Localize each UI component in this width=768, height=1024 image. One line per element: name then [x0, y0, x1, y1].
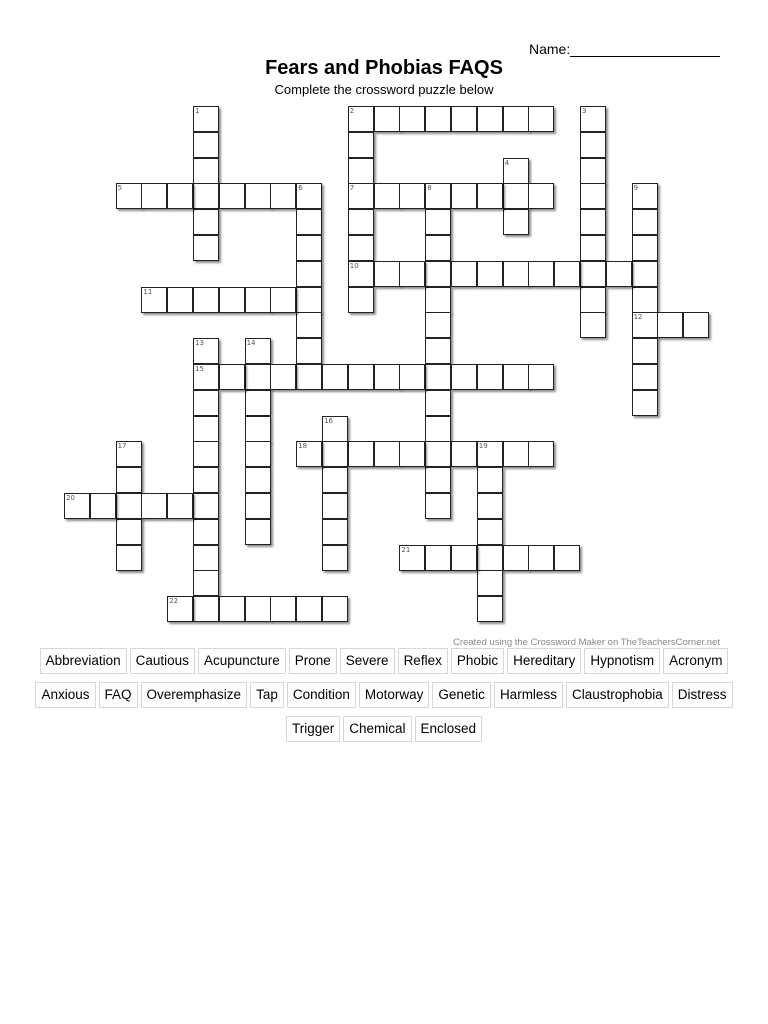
word-bank	[40, 648, 728, 750]
clue-number: 8	[427, 184, 432, 193]
crossword-cell[interactable]	[116, 519, 142, 545]
crossword-cell[interactable]	[322, 545, 348, 571]
crossword-cell[interactable]	[245, 441, 271, 467]
word-bank-item: Tap	[250, 682, 284, 708]
crossword-cell[interactable]	[245, 416, 271, 442]
crossword-cell[interactable]	[374, 364, 400, 390]
clue-number: 11	[143, 287, 153, 296]
clue-number: 14	[246, 339, 256, 348]
crossword-cell[interactable]	[270, 364, 296, 390]
crossword-cell[interactable]	[296, 287, 322, 313]
crossword-cell[interactable]	[193, 545, 219, 571]
crossword-cell[interactable]	[503, 364, 529, 390]
crossword-cell[interactable]	[451, 183, 477, 209]
crossword-cell[interactable]	[348, 441, 374, 467]
crossword-cell[interactable]	[477, 106, 503, 132]
word-bank-row-2	[40, 682, 728, 708]
clue-number: 16	[324, 416, 333, 425]
crossword-cell[interactable]	[116, 545, 142, 571]
page-subtitle: Complete the crossword puzzle below	[274, 82, 494, 97]
clue-number: 3	[582, 107, 587, 115]
crossword-cell[interactable]	[657, 312, 683, 338]
crossword-cell[interactable]	[296, 235, 322, 261]
word-bank-item: Enclosed	[415, 716, 483, 742]
crossword-cell[interactable]	[503, 209, 529, 235]
crossword-cell[interactable]	[193, 183, 219, 209]
word-bank-row-1	[40, 648, 728, 674]
crossword-cell[interactable]	[193, 493, 219, 519]
word-bank-item: Overemphasize	[141, 682, 248, 708]
crossword-cell[interactable]	[528, 441, 554, 467]
word-bank-item: Abbreviation	[40, 648, 127, 674]
crossword-cell[interactable]	[245, 493, 271, 519]
crossword-cell[interactable]	[322, 493, 348, 519]
crossword-cell[interactable]	[503, 441, 529, 467]
crossword-cell[interactable]	[322, 364, 348, 390]
crossword-cell[interactable]	[219, 287, 245, 313]
crossword-cell[interactable]	[528, 364, 554, 390]
crossword-cell[interactable]	[477, 261, 503, 287]
word-bank-item: FAQ	[99, 682, 138, 708]
crossword-cell[interactable]	[477, 545, 503, 571]
crossword-cell[interactable]	[425, 364, 451, 390]
crossword-cell[interactable]	[477, 183, 503, 209]
crossword-cell[interactable]	[245, 183, 271, 209]
crossword-cell[interactable]	[503, 545, 529, 571]
crossword-cell[interactable]	[219, 596, 245, 622]
word-bank-item: Acronym	[663, 648, 728, 674]
clue-number: 15	[195, 365, 204, 373]
crossword-cell[interactable]	[348, 209, 374, 235]
crossword-cell[interactable]	[425, 287, 451, 313]
word-bank-item: Harmless	[494, 682, 563, 708]
crossword-cell[interactable]	[606, 261, 632, 287]
crossword-cell[interactable]	[425, 416, 451, 442]
crossword-cell[interactable]	[477, 519, 503, 545]
crossword-cell[interactable]	[296, 364, 322, 390]
crossword-cell[interactable]	[193, 209, 219, 235]
crossword-cell[interactable]	[554, 261, 580, 287]
crossword-cell[interactable]	[270, 183, 296, 209]
word-bank-item: Anxious	[35, 682, 95, 708]
crossword-cell[interactable]	[141, 493, 167, 519]
crossword-cell[interactable]	[451, 545, 477, 571]
clue-number: 1	[195, 107, 200, 115]
clue-number: 20	[66, 494, 75, 502]
crossword-cell[interactable]	[296, 312, 322, 338]
word-bank-item: Phobic	[451, 648, 504, 674]
crossword-cell[interactable]	[580, 261, 606, 287]
crossword-cell[interactable]	[632, 338, 658, 364]
crossword-cell[interactable]	[167, 493, 193, 519]
crossword-cell[interactable]	[90, 493, 116, 519]
clue-number: 12	[633, 313, 643, 322]
crossword-cell[interactable]	[632, 390, 658, 416]
crossword-cell[interactable]	[167, 183, 193, 209]
crossword-cell[interactable]	[477, 364, 503, 390]
crossword-cell[interactable]	[141, 183, 167, 209]
crossword-cell[interactable]	[296, 261, 322, 287]
crossword-cell[interactable]	[193, 596, 219, 622]
crossword-cell[interactable]	[580, 235, 606, 261]
crossword-cell[interactable]	[451, 364, 477, 390]
crossword-cell[interactable]	[374, 261, 400, 287]
clue-number: 4	[504, 158, 510, 167]
crossword-cell[interactable]	[451, 261, 477, 287]
crossword-cell[interactable]	[193, 570, 219, 596]
clue-number: 19	[478, 442, 488, 451]
crossword-cell[interactable]	[580, 132, 606, 158]
clue-number: 7	[349, 184, 355, 193]
crossword-cell[interactable]	[580, 158, 606, 184]
crossword-cell[interactable]	[193, 158, 219, 184]
name-label: Name:	[529, 41, 571, 57]
word-bank-item: Acupuncture	[198, 648, 286, 674]
crossword-cell[interactable]	[245, 287, 271, 313]
crossword-cell[interactable]	[580, 287, 606, 313]
crossword-cell[interactable]	[632, 209, 658, 235]
crossword-cell[interactable]	[399, 364, 425, 390]
crossword-cell[interactable]	[296, 209, 322, 235]
crossword-cell[interactable]	[348, 235, 374, 261]
crossword-cell[interactable]	[193, 235, 219, 261]
crossword-cell[interactable]	[503, 106, 529, 132]
crossword-cell[interactable]	[503, 183, 529, 209]
crossword-cell[interactable]	[348, 158, 374, 184]
crossword-cell[interactable]	[245, 467, 271, 493]
crossword-cell[interactable]	[322, 596, 348, 622]
crossword-cell[interactable]	[477, 467, 503, 493]
crossword-cell[interactable]	[374, 106, 400, 132]
word-bank-item: Cautious	[130, 648, 195, 674]
word-bank-row-3	[40, 716, 728, 742]
crossword-cell[interactable]	[399, 261, 425, 287]
word-bank-item: Chemical	[343, 716, 411, 742]
crossword-cell[interactable]	[477, 570, 503, 596]
crossword-cell[interactable]	[296, 596, 322, 622]
crossword-cell[interactable]	[245, 390, 271, 416]
crossword-cell[interactable]	[193, 132, 219, 158]
crossword-cell[interactable]	[683, 312, 709, 338]
word-bank-item: Prone	[289, 648, 337, 674]
credit-text: Created using the Crossword Maker on TheTeachersCorner.net	[452, 637, 720, 648]
crossword-cell[interactable]	[348, 132, 374, 158]
crossword-cell[interactable]	[322, 519, 348, 545]
word-bank-item: Claustrophobia	[566, 682, 669, 708]
crossword-cell[interactable]	[528, 106, 554, 132]
crossword-cell[interactable]	[425, 312, 451, 338]
clue-number: 6	[298, 184, 303, 193]
crossword-cell[interactable]	[270, 596, 296, 622]
word-bank-item: Reflex	[398, 648, 448, 674]
crossword-cell[interactable]	[193, 416, 219, 442]
word-bank-item: Condition	[287, 682, 356, 708]
crossword-cell[interactable]	[554, 545, 580, 571]
crossword-cell[interactable]	[322, 467, 348, 493]
clue-number: 13	[195, 339, 204, 348]
word-bank-item: Hypnotism	[584, 648, 660, 674]
crossword-cell[interactable]	[399, 106, 425, 132]
crossword-cell[interactable]	[580, 183, 606, 209]
word-bank-item: Severe	[340, 648, 395, 674]
clue-number: 9	[633, 184, 639, 193]
crossword-cell[interactable]	[425, 106, 451, 132]
crossword-cell[interactable]	[425, 338, 451, 364]
crossword-cell[interactable]	[374, 441, 400, 467]
clue-number: 17	[117, 442, 127, 451]
crossword-cell[interactable]	[116, 493, 142, 519]
crossword-cell[interactable]	[219, 364, 245, 390]
crossword-cell[interactable]	[245, 596, 271, 622]
crossword-cell[interactable]	[528, 183, 554, 209]
crossword-cell[interactable]	[425, 493, 451, 519]
crossword-cell[interactable]	[580, 209, 606, 235]
word-bank-item: Motorway	[359, 682, 430, 708]
crossword-cell[interactable]	[425, 441, 451, 467]
crossword-cell[interactable]	[219, 183, 245, 209]
crossword-cell[interactable]	[477, 596, 503, 622]
crossword-cell[interactable]	[399, 441, 425, 467]
crossword-cell[interactable]	[245, 519, 271, 545]
crossword-cell[interactable]	[632, 287, 658, 313]
crossword-cell[interactable]	[167, 287, 193, 313]
crossword-cell[interactable]	[580, 312, 606, 338]
crossword-cell[interactable]	[193, 287, 219, 313]
crossword-cell[interactable]	[399, 183, 425, 209]
crossword-cell[interactable]	[503, 261, 529, 287]
crossword-cell[interactable]	[116, 467, 142, 493]
page-title: Fears and Phobias FAQS	[265, 57, 503, 79]
crossword-cell[interactable]	[451, 441, 477, 467]
crossword-cell[interactable]	[528, 545, 554, 571]
crossword-cell[interactable]	[193, 390, 219, 416]
crossword-cell[interactable]	[477, 493, 503, 519]
crossword-cell[interactable]	[425, 209, 451, 235]
crossword-cell[interactable]	[425, 235, 451, 261]
word-bank-item: Trigger	[286, 716, 340, 742]
crossword-cell[interactable]	[425, 467, 451, 493]
clue-number: 2	[349, 107, 355, 115]
crossword-cell[interactable]	[451, 106, 477, 132]
clue-number: 18	[298, 442, 308, 451]
crossword-cell[interactable]	[270, 287, 296, 313]
clue-number: 10	[349, 261, 359, 270]
clue-number: 22	[169, 597, 179, 606]
crossword-cell[interactable]	[425, 261, 451, 287]
crossword-cell[interactable]	[348, 364, 374, 390]
crossword-cell[interactable]	[528, 261, 554, 287]
crossword-cell[interactable]	[348, 287, 374, 313]
crossword-cell[interactable]	[193, 467, 219, 493]
crossword-cell[interactable]	[296, 338, 322, 364]
crossword-cell[interactable]	[193, 441, 219, 467]
crossword-cell[interactable]	[632, 364, 658, 390]
crossword-cell[interactable]	[245, 364, 271, 390]
word-bank-item: Distress	[672, 682, 733, 708]
crossword-cell[interactable]	[322, 441, 348, 467]
clue-number: 21	[401, 545, 411, 554]
crossword-cell[interactable]	[425, 390, 451, 416]
crossword-cell[interactable]	[425, 545, 451, 571]
clue-number: 5	[117, 184, 123, 193]
crossword-cell[interactable]	[193, 519, 219, 545]
crossword-cell[interactable]	[632, 235, 658, 261]
word-bank-item: Genetic	[432, 682, 491, 708]
crossword-cell[interactable]	[374, 183, 400, 209]
word-bank-item: Hereditary	[507, 648, 581, 674]
crossword-cell[interactable]	[632, 261, 658, 287]
